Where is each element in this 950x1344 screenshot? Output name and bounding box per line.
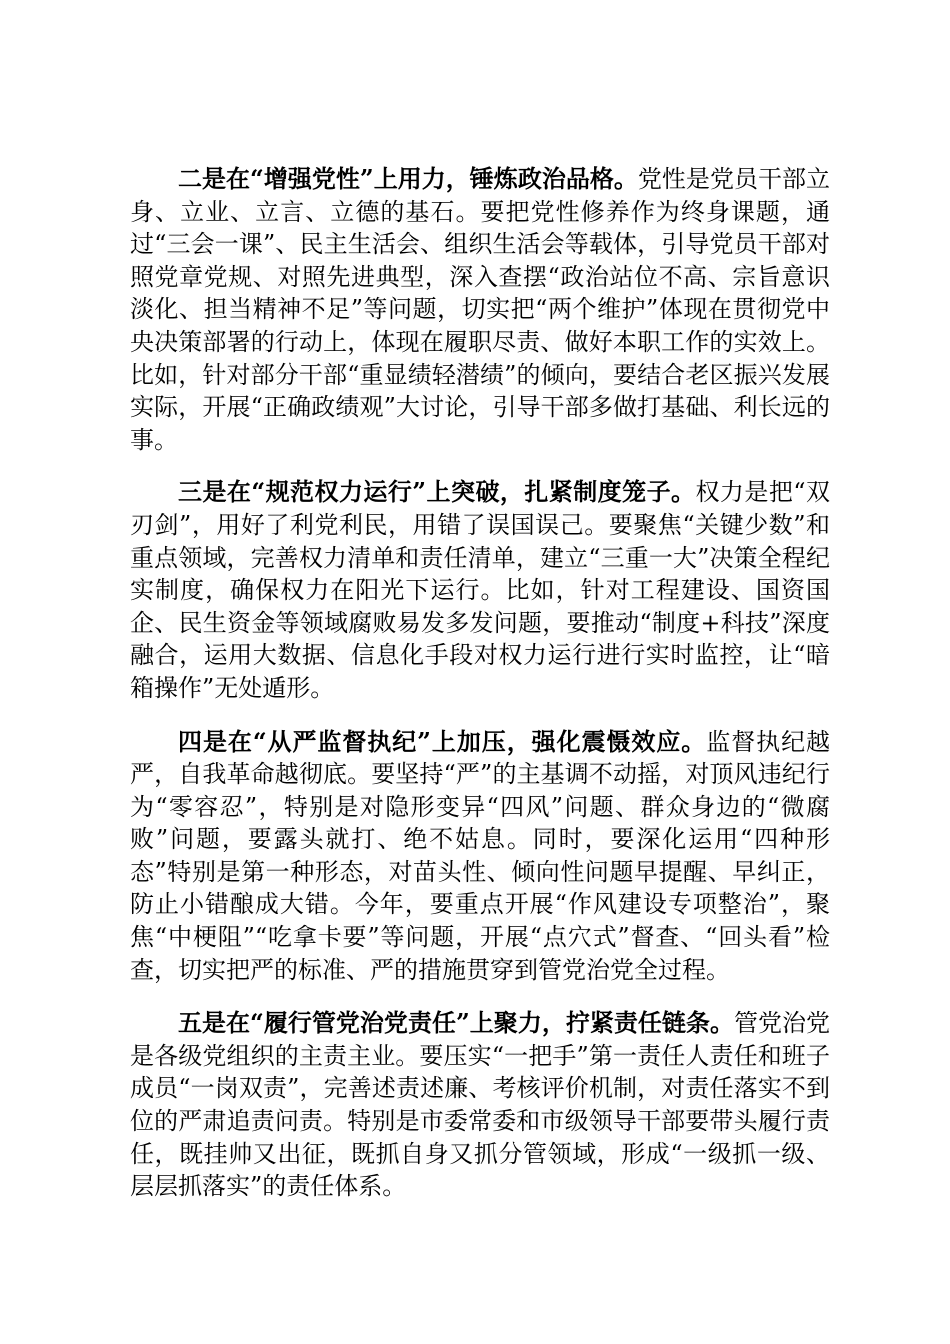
paragraph-heading: 二是在“增强党性”上用力，锤炼政治品格。 — [178, 164, 638, 193]
paragraph-text: 权力是把“双刃剑”，用好了利党利民，用错了误国误己。要聚焦“关键少数”和重点领域，完善权力清单和责任清单，建立“三重一大”决策全程纪实制度，确保权力在阳光下运行。比如，针对工程建设、国资国企、民生资金等领域腐败易发多发问题，要推动“制度+科技”深度融合，运用大数据、信息化手段对权力运行进行实时监控，让“暗箱操作”无处遁形。 — [130, 478, 830, 702]
paragraph-4 — [130, 726, 830, 987]
paragraph-text: 党性是党员干部立身、立业、立言、立德的基石。要把党性修养作为终身课题，通过“三会一课”、民主生活会、组织生活会等载体，引导党员干部对照党章党规、对照先进典型，深入查摆“政治站位不高、宗旨意识淡化、担当精神不足”等问题，切实把“两个维护”体现在贯彻党中央决策部署的行动上，体现在履职尽责、做好本职工作的实效上。比如，针对部分干部“重显绩轻潜绩”的倾向，要结合老区振兴发展实际，开展“正确政绩观”大讨论，引导干部多做打基础、利长远的事。 — [130, 165, 831, 454]
paragraph-heading: 五是在“履行管党治党责任”上聚力，拧紧责任链条。 — [178, 1008, 734, 1038]
paragraph-heading: 三是在“规范权力运行”上突破，扎紧制度笼子。 — [178, 477, 696, 507]
paragraph-5 — [130, 1007, 830, 1203]
paragraph-text: 监督执纪越严，自我革命越彻底。要坚持“严”的主基调不动摇，对顶风违纪行为“零容忍”，特别是对隐形变异“四风”问题、群众身边的“微腐败”问题，要露头就打、绝不姑息。同时，要深化运用“四种形态”特别是第一种形态，对苗头性、倾向性问题早提醒、早纠正，防止小错酿成大错。今年，要重点开展“作风建设专项整治”，聚焦“中梗阻”“吃拿卡要”等问题，开展“点穴式”督查、“回头看”检查，切实把严的标准、严的措施贯穿到管党治党全过程。 — [130, 727, 831, 984]
paragraph-heading: 四是在“从严监督执纪”上加压，强化震慑效应。 — [178, 726, 707, 756]
paragraph-text: 管党治党是各级党组织的主责主业。要压实“一把手”第一责任人责任和班子成员“一岗双责”，完善述责述廉、考核评价机制，对责任落实不到位的严肃追责问责。特别是市委常委和市级领导干部要带头履行责任，既挂帅又出征，既抓自身又抓分管领域，形成“一级抓一级、层层抓落实”的责任体系。 — [130, 1009, 831, 1201]
paragraph-2 — [130, 163, 830, 456]
document-body — [130, 163, 830, 1221]
paragraph-3 — [130, 476, 830, 704]
